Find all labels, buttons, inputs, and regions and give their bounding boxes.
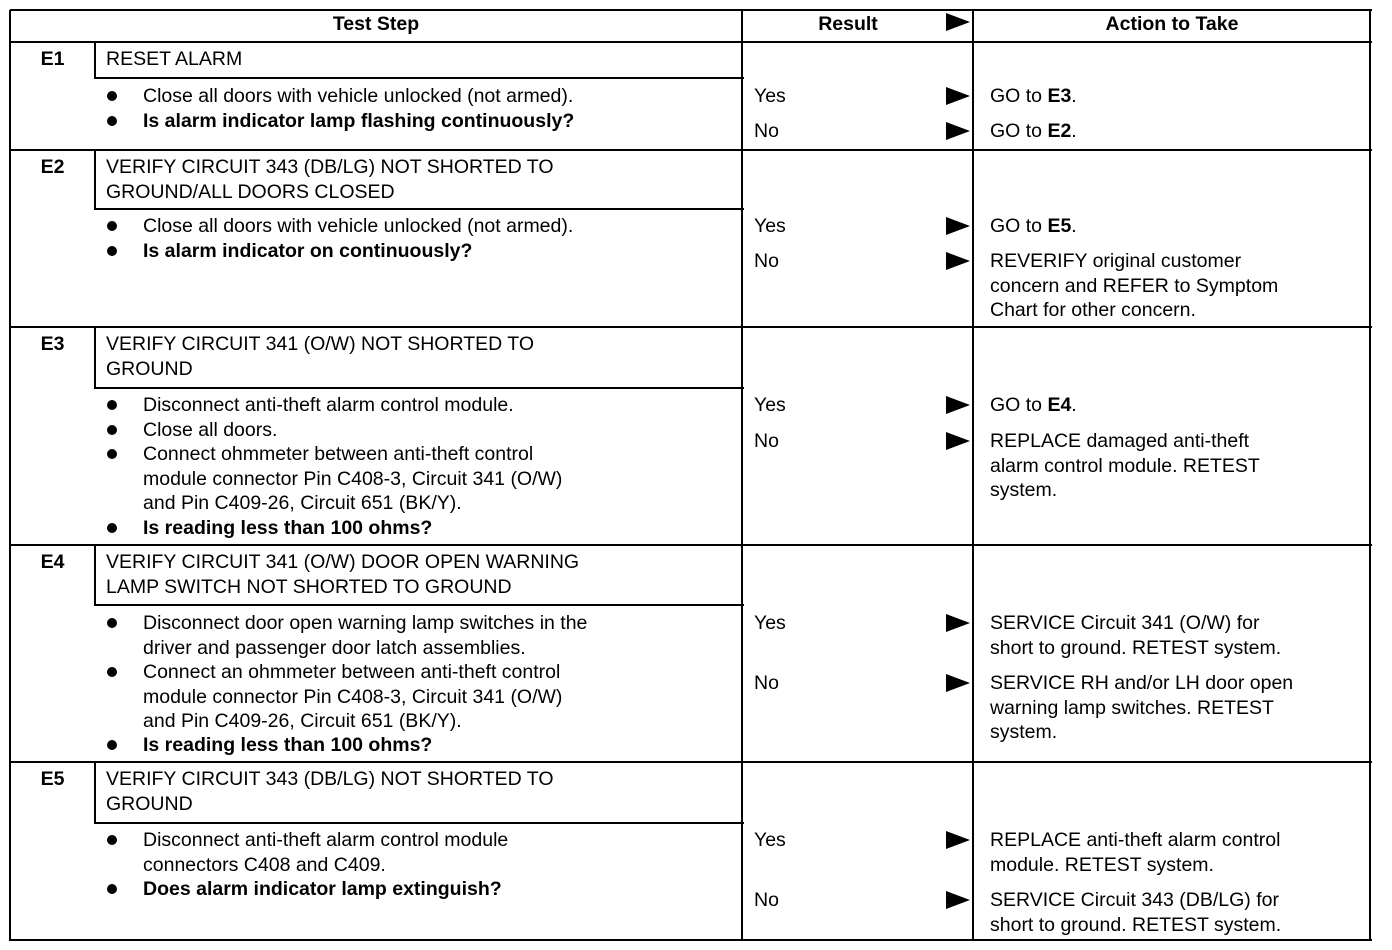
action-text: REPLACE anti-theft alarm control: [990, 829, 1281, 851]
header-bottom-border: [10, 41, 1372, 43]
bullet-icon: [107, 835, 117, 845]
action-text: [990, 119, 1077, 144]
step-instruction: Is alarm indicator lamp flashing continuously?: [143, 110, 575, 132]
action-text: Chart for other concern.: [990, 299, 1196, 321]
step-title: VERIFY CIRCUIT 343 (DB/LG) NOT SHORTED TO: [106, 156, 554, 178]
action-prefix: GO to: [990, 120, 1048, 142]
bullet-icon: [107, 884, 117, 894]
result-label: Yes: [754, 85, 786, 107]
action-text: REPLACE damaged anti-theft: [990, 430, 1250, 452]
step-title-divider: [95, 208, 744, 210]
step-title: VERIFY CIRCUIT 343 (DB/LG) NOT SHORTED TO: [106, 768, 554, 790]
step-instruction: Connect an ohmmeter between anti-theft control: [143, 661, 561, 683]
step-title: GROUND: [106, 792, 193, 815]
bullet-icon: [107, 400, 117, 410]
action-text: system.: [990, 479, 1058, 501]
step-instruction: Is reading less than 100 ohms?: [143, 517, 433, 539]
step-instruction: connectors C408 and C409.: [143, 853, 386, 876]
bullet-icon: [107, 523, 117, 533]
step-bottom-border: [10, 326, 1372, 328]
step-title: LAMP SWITCH NOT SHORTED TO GROUND: [106, 575, 512, 598]
action-text: short to ground. RETEST system.: [990, 913, 1282, 936]
action-text: SERVICE Circuit 341 (O/W) for: [990, 612, 1260, 634]
step-title-divider: [95, 822, 744, 824]
step-id: E3: [40, 333, 65, 355]
action-text: system.: [990, 721, 1058, 743]
step-instruction: Does alarm indicator lamp extinguish?: [143, 878, 502, 900]
action-text: REVERIFY original customer: [990, 250, 1242, 272]
step-id: E5: [40, 768, 65, 790]
result-label: Yes: [754, 215, 786, 237]
result-label: No: [754, 250, 779, 272]
result-label: No: [754, 120, 779, 142]
action-step-ref: E2: [1047, 120, 1072, 142]
bullet-icon: [107, 618, 117, 628]
step-instruction: Disconnect anti-theft alarm control module: [143, 829, 509, 851]
action-text: alarm control module. RETEST: [990, 454, 1260, 477]
result-arrow-icon: [946, 432, 970, 450]
table-top-border: [10, 9, 1372, 11]
bullet-icon: [107, 425, 117, 435]
step-instruction: and Pin C409-26, Circuit 651 (BK/Y).: [143, 492, 462, 514]
result-label: Yes: [754, 829, 786, 851]
bullet-icon: [107, 221, 117, 231]
result-label: Yes: [754, 394, 786, 416]
step-instruction: driver and passenger door latch assemblies.: [143, 636, 526, 659]
step-instruction: module connector Pin C408-3, Circuit 341 (O/W): [143, 685, 563, 708]
result-arrow-icon: [946, 614, 970, 632]
header-action: Action to Take: [1105, 13, 1239, 35]
action-text: SERVICE RH and/or LH door open: [990, 672, 1294, 694]
action-step-ref: E5: [1047, 215, 1072, 237]
step-title-divider: [95, 604, 744, 606]
bullet-icon: [107, 116, 117, 126]
step-title: RESET ALARM: [106, 48, 243, 70]
step-title-divider: [95, 77, 744, 79]
step-id: E1: [40, 48, 65, 70]
result-arrow-icon: [946, 87, 970, 105]
action-prefix: GO to: [990, 85, 1048, 107]
action-text: [990, 214, 1077, 239]
step-title: VERIFY CIRCUIT 341 (O/W) NOT SHORTED TO: [106, 333, 534, 355]
action-text: short to ground. RETEST system.: [990, 636, 1282, 659]
step-title-divider: [95, 387, 744, 389]
result-arrow-icon: [946, 252, 970, 270]
action-suffix: .: [1071, 215, 1077, 237]
action-step-ref: E3: [1047, 85, 1072, 107]
step-title: GROUND/ALL DOORS CLOSED: [106, 180, 395, 203]
step-instruction: Connect ohmmeter between anti-theft control: [143, 443, 534, 465]
step-instruction: Disconnect anti-theft alarm control module.: [143, 394, 514, 416]
bullet-icon: [107, 246, 117, 256]
bullet-icon: [107, 449, 117, 459]
action-step-ref: E4: [1047, 394, 1072, 416]
action-text: SERVICE Circuit 343 (DB/LG) for: [990, 889, 1279, 911]
bullet-icon: [107, 740, 117, 750]
result-arrow-icon: [946, 674, 970, 692]
result-arrow-icon: [946, 396, 970, 414]
action-prefix: GO to: [990, 215, 1048, 237]
result-label: No: [754, 672, 779, 694]
result-arrow-icon: [946, 217, 970, 235]
action-prefix: GO to: [990, 394, 1048, 416]
step-id: E4: [40, 551, 65, 573]
action-suffix: .: [1071, 85, 1077, 107]
step-instruction: Close all doors with vehicle unlocked (not armed).: [143, 85, 574, 107]
step-instruction: Is alarm indicator on continuously?: [143, 240, 473, 262]
action-text: concern and REFER to Symptom: [990, 274, 1279, 297]
step-bottom-border: [10, 149, 1372, 151]
header-result: Result: [818, 13, 878, 35]
header-test-step: Test Step: [332, 13, 420, 35]
result-label: No: [754, 430, 779, 452]
step-id: E2: [40, 156, 65, 178]
action-suffix: .: [1071, 394, 1077, 416]
step-title: GROUND: [106, 357, 193, 380]
header-arrow-icon: [946, 13, 970, 31]
step-instruction: Is reading less than 100 ohms?: [143, 734, 433, 756]
step-instruction: Close all doors with vehicle unlocked (not armed).: [143, 215, 574, 237]
action-text: warning lamp switches. RETEST: [990, 696, 1274, 719]
result-arrow-icon: [946, 831, 970, 849]
step-title: VERIFY CIRCUIT 341 (O/W) DOOR OPEN WARNING: [106, 551, 580, 573]
step-bottom-border: [10, 544, 1372, 546]
step-instruction: Disconnect door open warning lamp switches in the: [143, 612, 588, 634]
action-text: module. RETEST system.: [990, 853, 1214, 876]
result-label: No: [754, 889, 779, 911]
step-instruction: and Pin C409-26, Circuit 651 (BK/Y).: [143, 710, 462, 732]
bullet-icon: [107, 667, 117, 677]
step-bottom-border: [10, 939, 1372, 941]
step-instruction: module connector Pin C408-3, Circuit 341 (O/W): [143, 467, 563, 490]
action-suffix: .: [1071, 120, 1077, 142]
action-text: [990, 393, 1077, 418]
result-label: Yes: [754, 612, 786, 634]
action-text: [990, 84, 1077, 109]
step-bottom-border: [10, 761, 1372, 763]
bullet-icon: [107, 91, 117, 101]
result-arrow-icon: [946, 891, 970, 909]
result-arrow-icon: [946, 122, 970, 140]
step-instruction: Close all doors.: [143, 419, 278, 441]
